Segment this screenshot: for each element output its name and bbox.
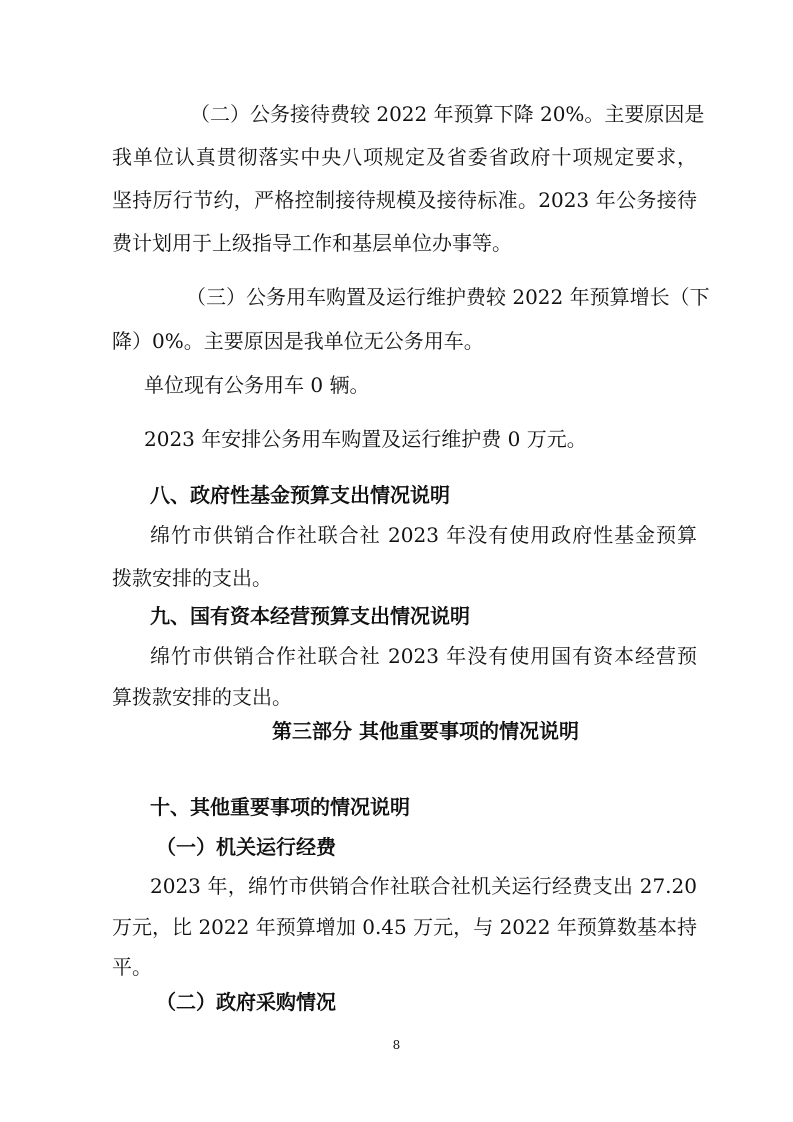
paragraph-line: 我单位认真贯彻落实中央八项规定及省委省政府十项规定要求， <box>112 145 697 169</box>
paragraph-line: （三）公务用车购置及运行维护费较 2022 年预算增长（下 <box>186 285 710 309</box>
paragraph-line: 坚持厉行节约，严格控制接待规模及接待标准。2023 年公务接待 <box>112 188 697 212</box>
paragraph-line: 绵竹市供销合作社联合社 2023 年没有使用政府性基金预算 <box>150 523 697 547</box>
paragraph-line: 单位现有公务用车 0 辆。 <box>144 373 370 397</box>
paragraph-line: 万元，比 2022 年预算增加 0.45 万元，与 2022 年预算数基本持 <box>112 915 697 939</box>
paragraph-line: 费计划用于上级指导工作和基层单位办事等。 <box>112 231 512 255</box>
section-heading: 九、国有资本经营预算支出情况说明 <box>150 604 470 628</box>
subsection-heading: （二）政府采购情况 <box>156 990 336 1014</box>
paragraph-line: 降）0%。主要原因是我单位无公务用车。 <box>112 329 484 353</box>
part-heading: 第三部分 其他重要事项的情况说明 <box>272 719 579 743</box>
paragraph-line: 平。 <box>112 955 152 979</box>
subsection-heading: （一）机关运行经费 <box>156 835 336 859</box>
paragraph-line: （二）公务接待费较 2022 年预算下降 20%。主要原因是 <box>190 102 705 126</box>
paragraph-line: 拨款安排的支出。 <box>112 566 272 590</box>
paragraph-line: 2023 年安排公务用车购置及运行维护费 0 万元。 <box>144 427 587 451</box>
paragraph-line: 算拨款安排的支出。 <box>112 685 292 709</box>
paragraph-line: 2023 年，绵竹市供销合作社联合社机关运行经费支出 27.20 <box>150 874 697 898</box>
page-number: 8 <box>392 1038 401 1052</box>
section-heading: 十、其他重要事项的情况说明 <box>150 795 410 819</box>
paragraph-line: 绵竹市供销合作社联合社 2023 年没有使用国有资本经营预 <box>150 644 697 668</box>
section-heading: 八、政府性基金预算支出情况说明 <box>150 483 450 507</box>
